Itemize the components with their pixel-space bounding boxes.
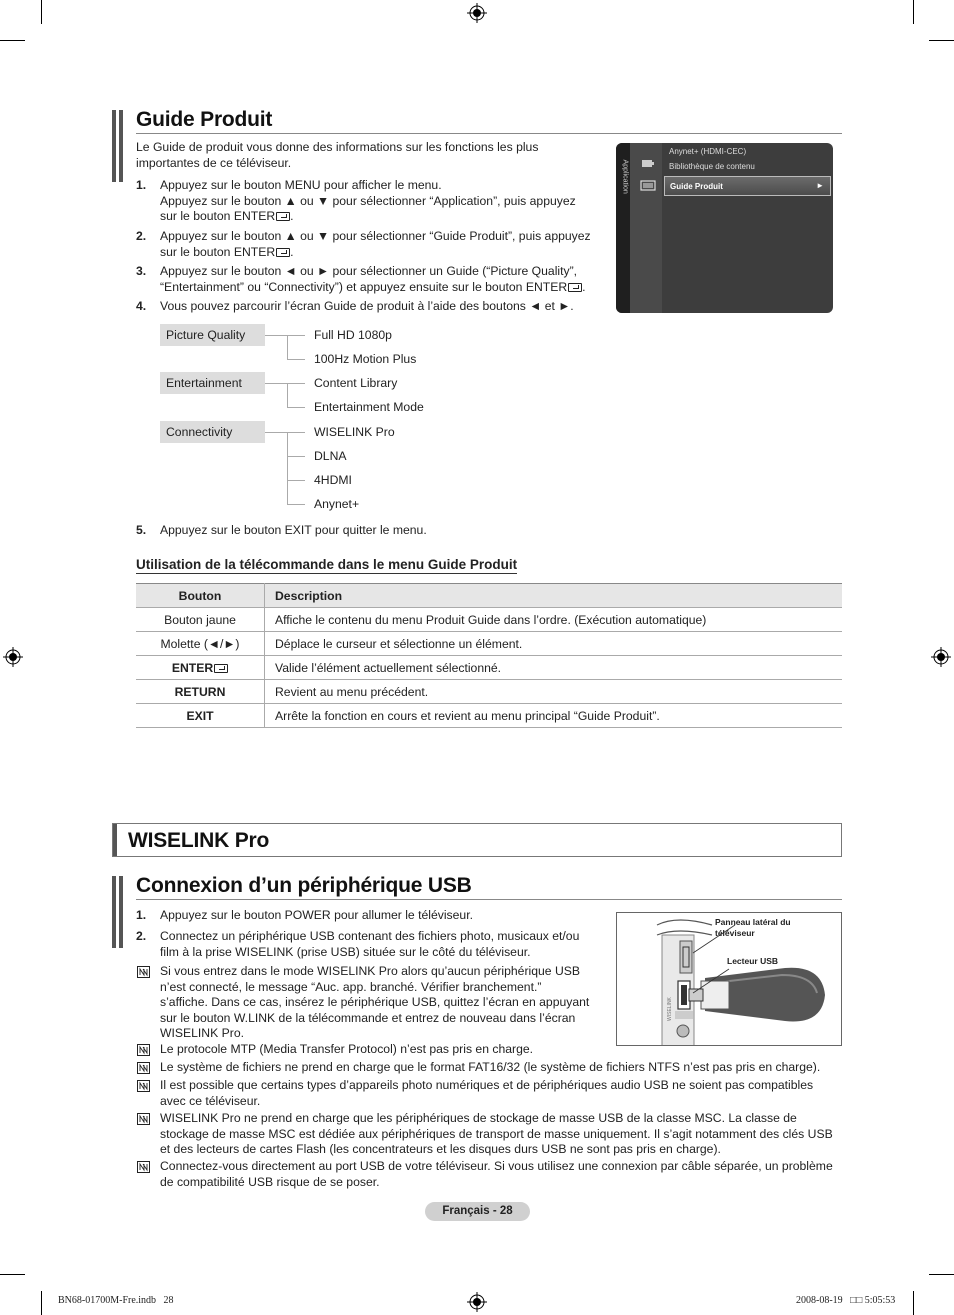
registration-mark-icon	[931, 647, 951, 667]
crop-mark	[0, 40, 25, 41]
step-number: 5.	[136, 523, 147, 537]
tree-connector	[287, 456, 305, 457]
crop-mark	[913, 1291, 914, 1315]
table-cell: Molette (◄/►)	[136, 632, 265, 656]
banner-title: WISELINK Pro	[128, 829, 270, 852]
table-header-row	[136, 584, 842, 608]
tv-icon	[641, 158, 655, 168]
step-1-line: sur le bouton ENTER .	[160, 209, 294, 223]
arrow-right-icon: ►	[816, 181, 824, 190]
table-cell: Affiche le contenu du menu Produit Guide dans l’ordre. (Exécution automatique)	[265, 608, 843, 632]
note-text: Le protocole MTP (Media Transfer Protocol) n’est pas pris en charge.	[160, 1042, 534, 1056]
tv-menu-item-selected[interactable]	[664, 176, 831, 196]
enter-icon	[276, 248, 290, 257]
registration-mark-icon	[467, 3, 487, 23]
tree-connector	[265, 335, 305, 336]
tree-item: 4HDMI	[314, 473, 352, 487]
note-text: Il est possible que certains types d’appareils photo numériques et de périphériques audio USB ne soient pas compatibles avec ce téléviseur.	[160, 1078, 814, 1108]
tree-connector	[287, 480, 305, 481]
note-text: Si vous entrez dans le mode WISELINK Pro alors qu’aucun périphérique USB n’est connecté, le message “Auc. app. branché. Vérifier branchement.” s’affiche. Dans ce cas, insérez le périphérique USB, quittez l’écran en appuyant sur le bouton W.LINK de la télécommande et entrez de nouveau dans l’écran WISELINK Pro.	[160, 964, 590, 1040]
step-3-line: “Entertainment” ou “Connectivity”) et appuyez ensuite sur le bouton ENTER .	[160, 279, 586, 294]
crop-mark	[41, 0, 42, 24]
title-rule	[136, 899, 842, 900]
tree-connector	[287, 359, 305, 360]
table-cell: Valide l’élément actuellement sélectionné.	[265, 656, 843, 680]
tree-connector	[287, 407, 305, 408]
tree-connector	[287, 383, 288, 407]
step-number: 2.	[136, 229, 147, 243]
table-row	[136, 680, 842, 704]
table-cell: RETURN	[136, 680, 265, 704]
step-number: 4.	[136, 299, 147, 313]
tree-item: Anynet+	[314, 497, 360, 511]
step-4: Vous pouvez parcourir l’écran Guide de produit à l’aide des boutons ◄ et ►.	[160, 299, 574, 313]
table-cell: EXIT	[136, 704, 265, 728]
step-3-line: Appuyez sur le bouton ◄ ou ► pour sélectionner un Guide (“Picture Quality”,	[160, 264, 578, 278]
note-icon	[137, 966, 150, 978]
step-number: 3.	[136, 264, 147, 278]
enter-icon	[276, 212, 290, 221]
step-5: Appuyez sur le bouton EXIT pour quitter le menu.	[160, 523, 427, 537]
usb-step-1: Appuyez sur le bouton POWER pour allumer le téléviseur.	[160, 908, 473, 922]
table-cell: ENTER	[136, 656, 265, 680]
tree-item: WISELINK Pro	[314, 425, 395, 439]
tv-menu-side-label: Application	[621, 159, 629, 194]
step-3	[160, 264, 600, 295]
crop-mark	[0, 1274, 25, 1275]
registration-mark-icon	[3, 647, 23, 667]
section-bar	[112, 876, 124, 948]
crop-mark	[41, 1291, 42, 1315]
note-icon	[137, 1161, 150, 1173]
tv-menu-item[interactable]: Anynet+ (HDMI-CEC)	[669, 147, 747, 156]
table-row	[136, 704, 842, 728]
tree-connector	[287, 504, 305, 505]
step-number: 1.	[136, 178, 147, 192]
note-icon	[137, 1080, 150, 1092]
crop-mark	[913, 0, 914, 24]
tree-item: DLNA	[314, 449, 347, 463]
tree-category: Entertainment	[160, 372, 265, 394]
diagram-label-panel: Panneau latéral du téléviseur	[715, 917, 791, 938]
note-text: WISELINK Pro ne prend en charge que les périphériques de stockage de masse USB de la classe MSC. La classe de stockage de masse MSC est dédiée aux périphériques de transport de masse uniquement. Il s’agit notamment des clés USB et des lecteurs de cartes Flash (les concentrateurs et les disques durs USB ne sont pas pris en charge).	[160, 1111, 833, 1156]
tree-category: Picture Quality	[160, 324, 265, 346]
step-1-line: Appuyez sur le bouton MENU pour afficher le menu.	[160, 178, 442, 192]
table-cell: Arrête la fonction en cours et revient au menu principal “Guide Produit”.	[265, 704, 843, 728]
section-title: Connexion d’un périphérique USB	[136, 874, 472, 897]
table-header: Bouton	[136, 584, 265, 608]
table-row	[136, 632, 842, 656]
table-cell: Bouton jaune	[136, 608, 265, 632]
subheading: Utilisation de la télécommande dans le menu Guide Produit	[136, 557, 518, 572]
tv-menu-item[interactable]: Bibliothèque de contenu	[669, 162, 755, 171]
section-title: Guide Produit	[136, 108, 273, 131]
tree-connector	[287, 432, 288, 504]
step-number: 1.	[136, 908, 147, 922]
application-icon	[640, 180, 656, 192]
tv-menu-screenshot	[616, 143, 833, 313]
enter-icon	[568, 283, 582, 292]
wiselink-banner	[112, 823, 842, 857]
step-2-line: Appuyez sur le bouton ▲ ou ▼ pour sélectionner “Guide Produit”, puis appuyez	[160, 229, 591, 243]
step-1-line: Appuyez sur le bouton ▲ ou ▼ pour sélectionner “Application”, puis appuyez	[160, 193, 576, 208]
section-bar	[112, 110, 124, 182]
note-text: Le système de fichiers ne prend en charge que le format FAT16/32 (le système de fichiers NTFS n’est pas pris en charge).	[160, 1060, 821, 1074]
remote-table	[136, 583, 842, 728]
footer-date: 2008-08-19 □□ 5:05:53	[796, 1295, 896, 1306]
footer-file: BN68-01700M-Fre.indb 28	[58, 1295, 174, 1306]
table-cell: Déplace le curseur et sélectionne un élément.	[265, 632, 843, 656]
note-icon	[137, 1113, 150, 1125]
tv-menu-icon-column	[630, 143, 662, 313]
step-2	[160, 229, 600, 260]
tree-connector	[265, 432, 305, 433]
intro-text: Le Guide de produit vous donne des informations sur les fonctions les plus importantes de ce téléviseur.	[136, 140, 539, 170]
title-rule	[136, 133, 842, 134]
table-row	[136, 608, 842, 632]
tree-item: 100Hz Motion Plus	[314, 352, 417, 366]
table-row	[136, 656, 842, 680]
usb-diagram	[616, 912, 842, 1046]
tree-category: Connectivity	[160, 421, 265, 443]
step-number: 2.	[136, 929, 147, 943]
crop-mark	[929, 1274, 954, 1275]
note-icon	[137, 1062, 150, 1074]
tv-menu-item-label: Guide Produit	[670, 182, 723, 191]
tree-connector	[287, 335, 288, 359]
port-label: WISELINK	[667, 997, 673, 1021]
tree-item: Entertainment Mode	[314, 400, 424, 414]
tree-connector	[265, 383, 305, 384]
note-text: Connectez-vous directement au port USB de votre téléviseur. Si vous utilisez une connexion par câble séparée, un problème de compatibilité USB risque de se poser.	[160, 1159, 833, 1189]
banner-bar	[113, 824, 117, 856]
tree-item: Content Library	[314, 376, 398, 390]
usb-step-2: Connectez un périphérique USB contenant des fichiers photo, musicaux et/ou film à la prise WISELINK (prise USB) située sur le côté du téléviseur.	[160, 929, 580, 959]
table-header: Description	[265, 584, 843, 608]
registration-mark-icon	[467, 1292, 487, 1312]
table-cell: Revient au menu précédent.	[265, 680, 843, 704]
crop-mark	[929, 40, 954, 41]
enter-icon	[214, 664, 228, 673]
note-icon	[137, 1044, 150, 1056]
diagram-label-usb: Lecteur USB	[727, 956, 779, 966]
page-badge: Français - 28	[425, 1202, 530, 1221]
tree-item: Full HD 1080p	[314, 328, 392, 342]
step-2-line: sur le bouton ENTER .	[160, 244, 294, 259]
step-1	[160, 178, 600, 225]
